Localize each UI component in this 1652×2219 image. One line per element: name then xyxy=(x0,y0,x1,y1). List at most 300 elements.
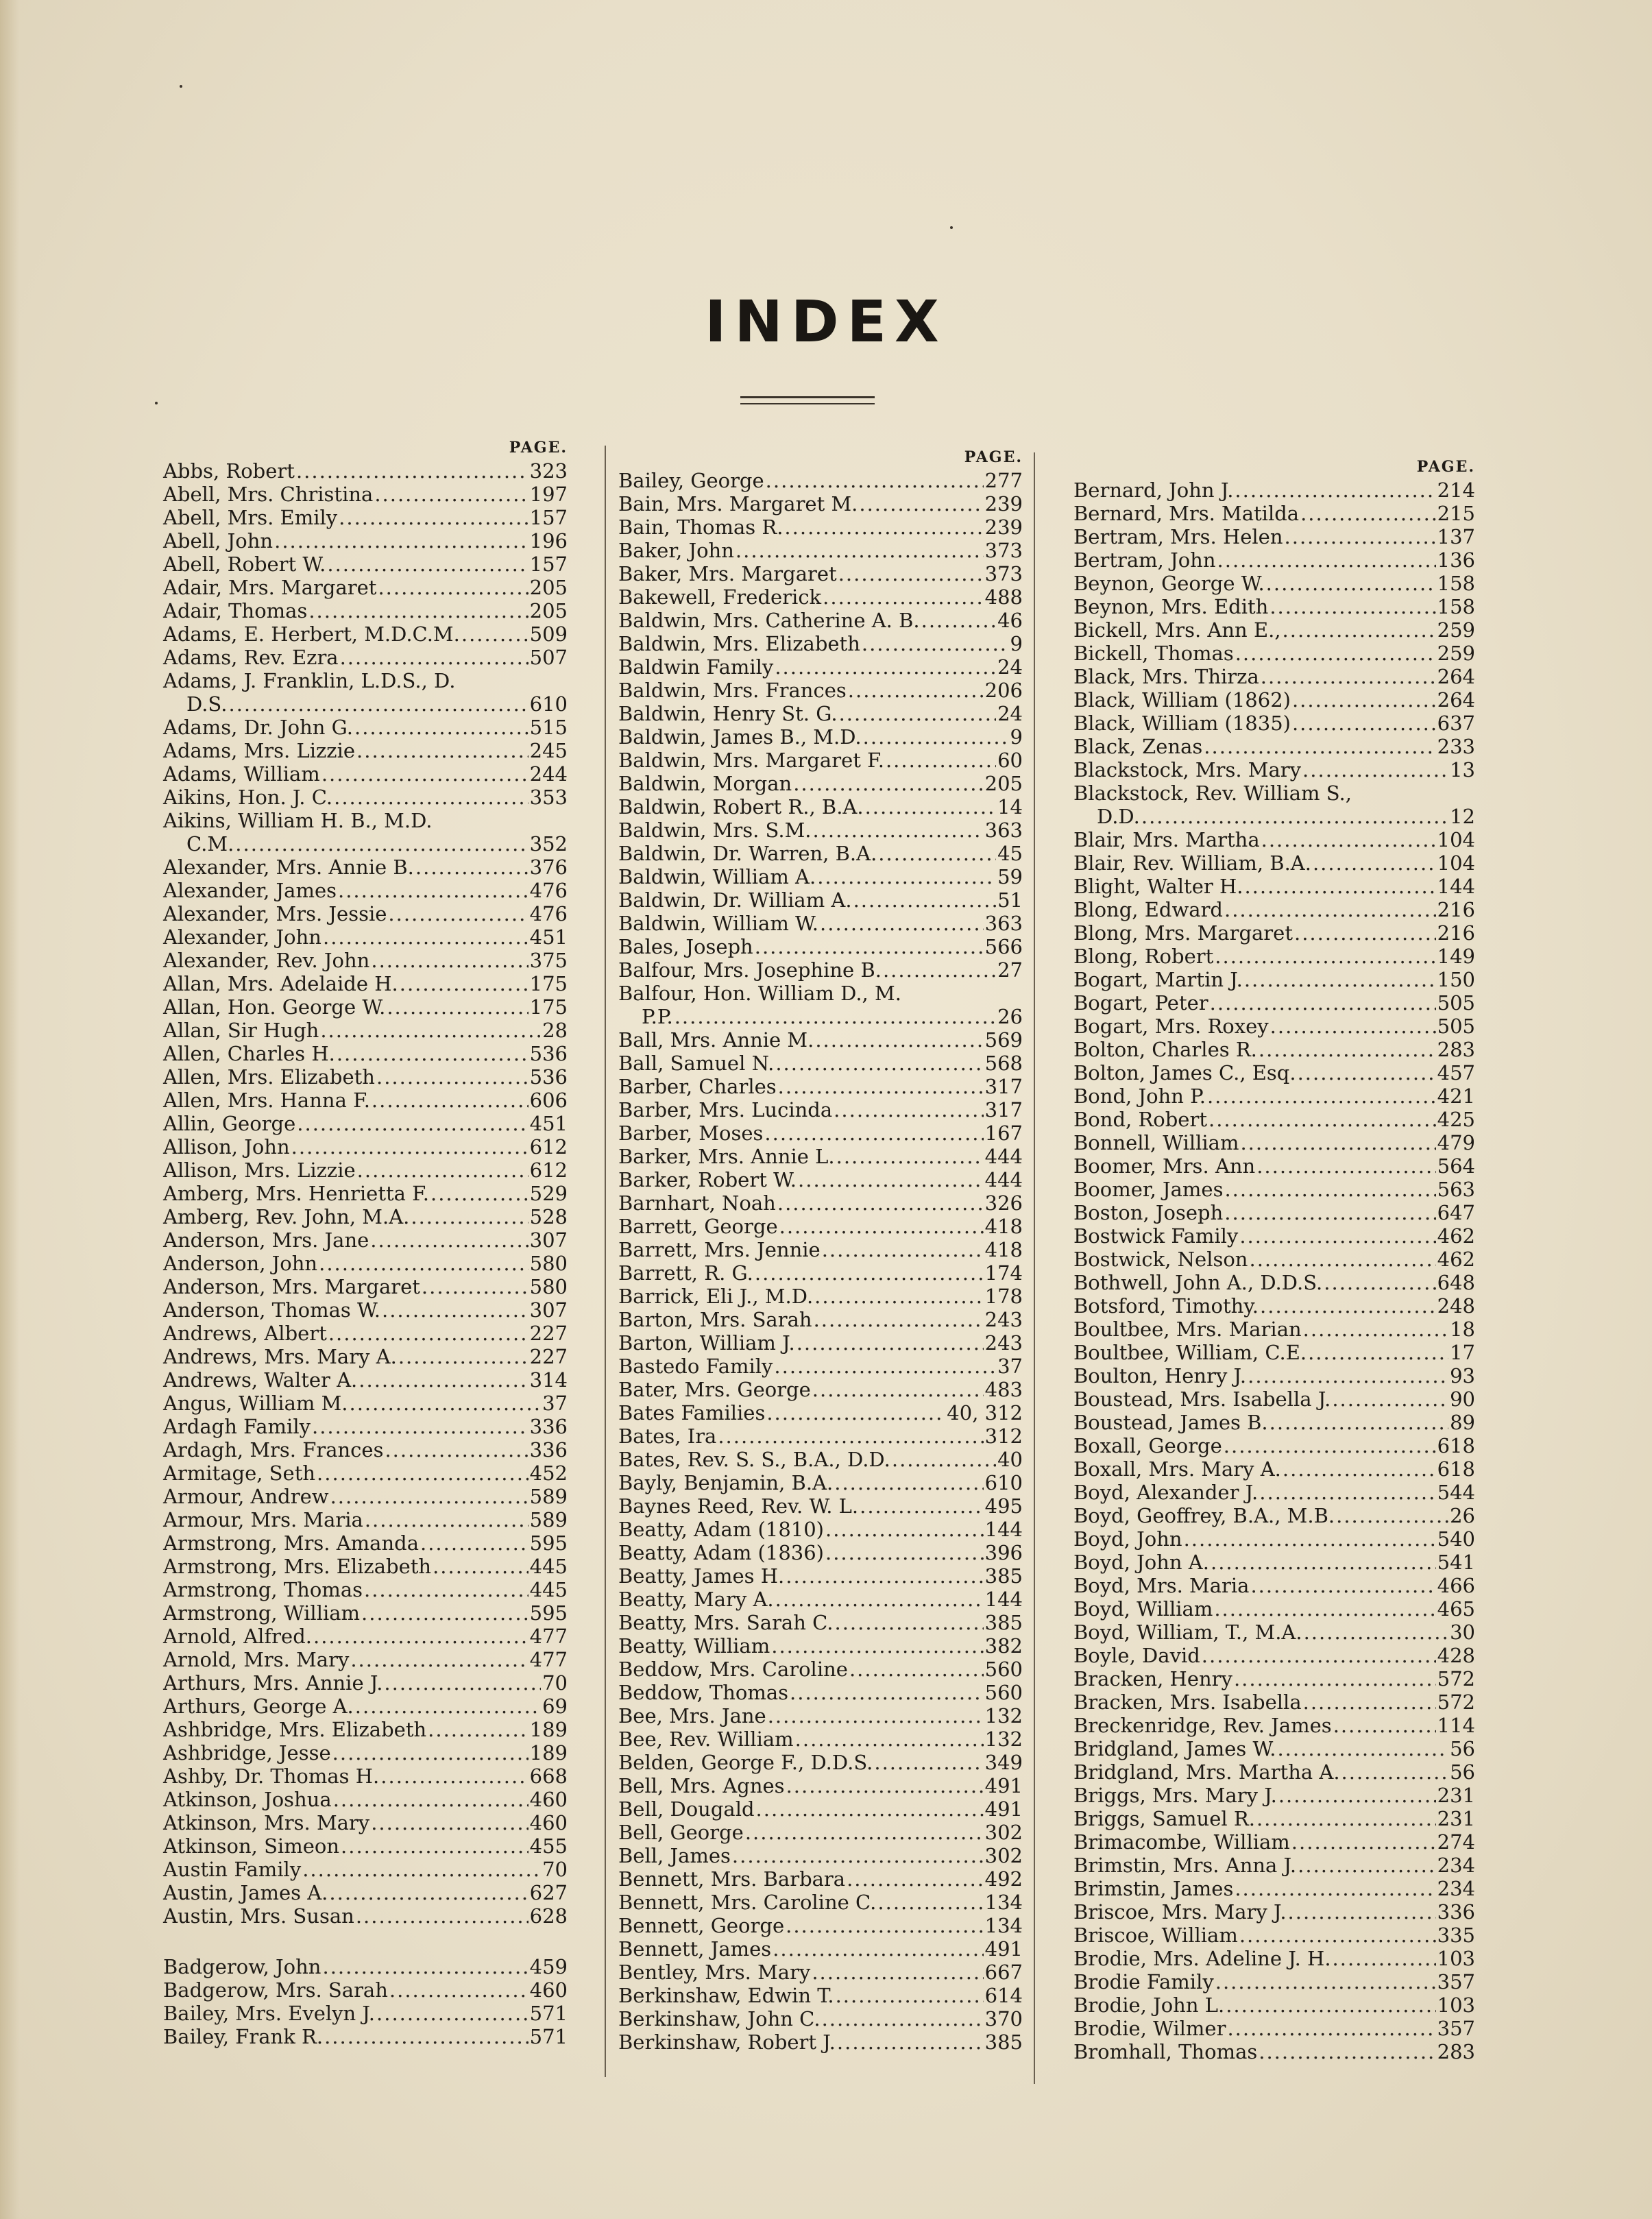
entry-name: Bogart, Peter xyxy=(1073,991,1208,1015)
index-entry xyxy=(1073,688,1475,712)
entry-page-number: 352 xyxy=(529,832,568,856)
entry-page-number: 134 xyxy=(984,1914,1023,1937)
entry-name: Barber, Moses xyxy=(618,1121,764,1145)
entry-page-number: 144 xyxy=(1437,875,1475,898)
index-entry xyxy=(618,1098,1023,1121)
dot-leader xyxy=(836,1984,984,2007)
entry-page-number: 243 xyxy=(984,1331,1023,1355)
entry-name: Beatty, Mary A. xyxy=(618,1588,774,1611)
index-entry xyxy=(163,1485,568,1508)
index-entry xyxy=(1073,735,1475,758)
entry-page-number: 302 xyxy=(984,1821,1023,1844)
entry-name: Bolton, Charles R. xyxy=(1073,1038,1257,1061)
index-entry xyxy=(1073,1481,1475,1504)
index-entry xyxy=(163,1601,568,1625)
entry-name: Boomer, James xyxy=(1073,1178,1224,1201)
index-entry xyxy=(618,1797,1023,1821)
entry-name: Blair, Rev. William, B.A. xyxy=(1073,851,1311,875)
dot-leader xyxy=(838,562,984,585)
dot-leader xyxy=(1313,851,1436,875)
dot-leader xyxy=(1292,712,1436,735)
dot-leader xyxy=(775,655,996,679)
index-entry xyxy=(163,1578,568,1601)
entry-page-number: 37 xyxy=(542,1392,568,1415)
entry-name: Bond, John P. xyxy=(1073,1084,1206,1108)
entry-name: Barrett, R. G. xyxy=(618,1261,753,1285)
dot-leader xyxy=(340,646,529,669)
dot-leader xyxy=(338,879,529,902)
index-entry xyxy=(618,1704,1023,1727)
dot-leader xyxy=(384,1671,541,1695)
entry-name: Boxall, Mrs. Mary A. xyxy=(1073,1457,1281,1481)
entry-page-number: 580 xyxy=(529,1275,568,1298)
entry-name: Blackstock, Rev. William S., xyxy=(1073,781,1352,805)
entry-page-number: 175 xyxy=(529,995,568,1019)
index-entry xyxy=(618,958,1023,982)
entry-name: Brodie, Mrs. Adeline J. H. xyxy=(1073,1947,1331,1970)
entry-page-number: 357 xyxy=(1437,2017,1475,2040)
entry-page-number: 479 xyxy=(1437,1131,1475,1154)
dot-leader xyxy=(1278,1784,1436,1807)
index-entry xyxy=(618,655,1023,679)
index-entry xyxy=(163,2002,568,2025)
index-entry xyxy=(618,1075,1023,1098)
entry-name: Bothwell, John A., D.D.S. xyxy=(1073,1271,1323,1294)
dot-leader xyxy=(773,1937,983,1961)
dot-leader xyxy=(1235,1877,1435,1900)
index-entry xyxy=(618,1215,1023,1238)
index-entry xyxy=(163,622,568,646)
index-entry xyxy=(1073,1574,1475,1597)
entry-name: Berkinshaw, Edwin T. xyxy=(618,1984,834,2007)
dot-leader xyxy=(1235,642,1436,665)
index-entry xyxy=(1073,898,1475,921)
dot-leader xyxy=(1333,1714,1436,1737)
entry-name: Botsford, Timothy. xyxy=(1073,1294,1259,1318)
entry-name: Alexander, Mrs. Annie B. xyxy=(163,856,414,879)
entry-page-number: 363 xyxy=(984,819,1023,842)
entry-name: Baldwin, William W. xyxy=(618,912,819,935)
entry-page-number: 571 xyxy=(529,2002,568,2025)
entry-name: Badgerow, John xyxy=(163,1955,321,1978)
dot-leader xyxy=(411,1205,528,1228)
entry-name: Brodie Family xyxy=(1073,1970,1214,1993)
entry-name: Andrews, Walter A. xyxy=(163,1368,358,1392)
entry-name: Alexander, Mrs. Jessie xyxy=(163,902,387,925)
dot-leader xyxy=(1248,1364,1448,1387)
index-entry xyxy=(618,1261,1023,1285)
index-entry xyxy=(618,1751,1023,1774)
index-entry xyxy=(1073,1084,1475,1108)
entry-page-number: 70 xyxy=(542,1858,568,1881)
entry-page-number: 606 xyxy=(529,1089,568,1112)
index-entry xyxy=(618,679,1023,702)
dot-leader xyxy=(1235,478,1435,502)
dot-leader xyxy=(814,1308,984,1331)
dot-leader xyxy=(327,553,528,576)
index-entry xyxy=(618,1028,1023,1052)
page-column-heading: PAGE. xyxy=(964,448,1023,466)
entry-page-number: 628 xyxy=(529,1904,568,1928)
dot-leader xyxy=(1234,1667,1436,1690)
entry-page-number: 572 xyxy=(1437,1690,1475,1714)
index-entry xyxy=(163,1718,568,1741)
entry-name: Boultbee, William, C.E. xyxy=(1073,1341,1307,1364)
entry-name: Austin, Mrs. Susan xyxy=(163,1904,354,1928)
dot-leader xyxy=(766,1401,945,1424)
dot-leader xyxy=(878,842,996,865)
index-entry xyxy=(163,529,568,553)
index-entry xyxy=(1073,1690,1475,1714)
dot-leader xyxy=(356,1904,529,1928)
dot-leader xyxy=(428,1718,528,1741)
index-entry xyxy=(163,1275,568,1298)
entry-page-number: 451 xyxy=(529,1112,568,1135)
dot-leader xyxy=(1285,525,1436,548)
index-entry xyxy=(618,1564,1023,1588)
entry-page-number: 158 xyxy=(1437,572,1475,595)
dot-leader xyxy=(883,958,996,982)
index-entry xyxy=(163,1228,568,1252)
entry-continuation-line xyxy=(618,1005,1023,1028)
entry-page-number: 618 xyxy=(1437,1457,1475,1481)
dot-leader xyxy=(865,795,997,819)
index-entry xyxy=(1073,642,1475,665)
dot-leader xyxy=(400,972,529,995)
entry-page-number: 248 xyxy=(1437,1294,1475,1318)
index-entry xyxy=(618,1168,1023,1191)
entry-page-number: 459 xyxy=(529,1955,568,1978)
index-entry xyxy=(163,786,568,809)
entry-name: Beatty, Adam (1836) xyxy=(618,1541,824,1564)
dot-leader xyxy=(675,1005,996,1028)
dot-leader xyxy=(371,949,528,972)
entry-page-number: 595 xyxy=(529,1601,568,1625)
dot-leader xyxy=(1250,1574,1435,1597)
entry-page-number: 59 xyxy=(997,865,1023,888)
entry-name: Black, Zenas xyxy=(1073,735,1203,758)
dot-leader xyxy=(361,1601,529,1625)
entry-page-number: 536 xyxy=(529,1065,568,1089)
index-entry xyxy=(1073,1154,1475,1178)
entry-name: Bates, Ira xyxy=(618,1424,717,1448)
index-entry xyxy=(618,1052,1023,1075)
index-entry xyxy=(163,879,568,902)
entry-name: Berkinshaw, John C. xyxy=(618,2007,821,2030)
dot-leader xyxy=(877,1891,983,1914)
index-entry xyxy=(1073,1784,1475,1807)
index-entry xyxy=(163,1112,568,1135)
index-entry xyxy=(163,646,568,669)
entry-name: Bell, George xyxy=(618,1821,744,1844)
index-entry xyxy=(163,1765,568,1788)
index-entry xyxy=(618,1891,1023,1914)
entry-name: Ashbridge, Mrs. Elizabeth xyxy=(163,1718,427,1741)
entry-name: Abell, John xyxy=(163,529,274,553)
index-entry xyxy=(163,1019,568,1042)
entry-name: Atkinson, Simeon xyxy=(163,1834,340,1858)
entry-page-number: 144 xyxy=(984,1518,1023,1541)
index-entry xyxy=(618,1844,1023,1867)
entry-name: Boxall, George xyxy=(1073,1434,1222,1457)
entry-page-number: 196 xyxy=(529,529,568,553)
entry-page-number: 24 xyxy=(997,702,1023,725)
dot-leader xyxy=(1244,968,1436,991)
entry-page-number: 612 xyxy=(529,1159,568,1182)
index-entry xyxy=(618,1331,1023,1355)
index-entry xyxy=(163,762,568,786)
dot-leader xyxy=(235,832,528,856)
entry-name: Balfour, Mrs. Josephine B. xyxy=(618,958,882,982)
entry-name: Black, Mrs. Thirza xyxy=(1073,665,1259,688)
entry-name: Bell, James xyxy=(618,1844,731,1867)
index-entry xyxy=(163,1625,568,1648)
dot-leader xyxy=(836,1145,984,1168)
dot-leader xyxy=(1270,595,1435,618)
index-entry xyxy=(618,1914,1023,1937)
entry-name: Beddow, Thomas xyxy=(618,1681,789,1704)
entry-page-number: 205 xyxy=(529,599,568,622)
dot-leader xyxy=(1336,1504,1448,1527)
entry-page-number: 259 xyxy=(1437,642,1475,665)
dot-leader xyxy=(1204,735,1435,758)
index-entry xyxy=(618,562,1023,585)
dot-leader xyxy=(328,1322,529,1345)
entry-name: Boomer, Mrs. Ann xyxy=(1073,1154,1256,1178)
index-entry xyxy=(1073,1527,1475,1551)
dot-leader xyxy=(1261,828,1436,851)
entry-page-number: 505 xyxy=(1437,991,1475,1015)
dot-leader xyxy=(1259,2040,1435,2063)
dot-leader xyxy=(350,1648,528,1671)
entry-name: Bostwick, Nelson xyxy=(1073,1248,1248,1271)
entry-name: Allison, Mrs. Lizzie xyxy=(163,1159,356,1182)
dot-leader xyxy=(1240,1131,1435,1154)
dot-leader xyxy=(1256,1154,1435,1178)
entry-name: Baldwin, William A. xyxy=(618,865,816,888)
dot-leader xyxy=(274,529,529,553)
dot-leader xyxy=(835,1611,984,1634)
entry-name: Bernard, Mrs. Matilda xyxy=(1073,502,1300,525)
dot-leader xyxy=(319,1252,529,1275)
index-entry xyxy=(1073,1644,1475,1667)
index-entry xyxy=(1073,1457,1475,1481)
index-entry xyxy=(163,1135,568,1159)
index-entry xyxy=(618,1285,1023,1308)
dot-leader xyxy=(795,1727,984,1751)
entry-name: Anderson, Thomas W. xyxy=(163,1298,380,1322)
dot-leader xyxy=(378,576,528,599)
index-entry xyxy=(163,1858,568,1881)
entry-name: Blong, Mrs. Margaret xyxy=(1073,921,1293,945)
entry-name: Adams, J. Franklin, L.D.S., D. xyxy=(163,669,456,692)
entry-name: Baldwin, Mrs. Margaret F. xyxy=(618,749,884,772)
entry-name-continuation: D.D. xyxy=(1097,805,1140,828)
index-entry xyxy=(1073,1411,1475,1434)
dot-leader xyxy=(420,1531,529,1555)
entry-page-number: 206 xyxy=(984,679,1023,702)
index-entry xyxy=(1073,1294,1475,1318)
index-entry xyxy=(163,1415,568,1438)
dot-leader xyxy=(297,1112,528,1135)
index-entry xyxy=(163,1881,568,1904)
index-entry xyxy=(1073,851,1475,875)
index-entry xyxy=(1073,1131,1475,1154)
entry-page-number: 566 xyxy=(984,935,1023,958)
dot-leader xyxy=(385,1438,528,1462)
entry-name: Bonnell, William xyxy=(1073,1131,1239,1154)
dot-leader xyxy=(1215,1970,1436,1993)
entry-page-number: 189 xyxy=(529,1741,568,1765)
dot-leader xyxy=(756,1797,984,1821)
index-entry xyxy=(163,1508,568,1531)
dot-leader xyxy=(1211,1551,1436,1574)
entry-name: Andrews, Albert xyxy=(163,1322,327,1345)
entry-page-number: 370 xyxy=(984,2007,1023,2030)
entry-page-number: 323 xyxy=(529,459,568,483)
index-entry xyxy=(618,1308,1023,1331)
entry-page-number: 175 xyxy=(529,972,568,995)
entry-page-number: 26 xyxy=(1450,1504,1475,1527)
entry-page-number: 274 xyxy=(1437,1830,1475,1854)
entry-name: Adams, Rev. Ezra xyxy=(163,646,339,669)
dot-leader xyxy=(356,739,529,762)
dot-leader xyxy=(863,725,1009,749)
entry-page-number: 627 xyxy=(529,1881,568,1904)
entry-name: Bennett, Mrs. Caroline C. xyxy=(618,1891,877,1914)
entry-name: Barnhart, Noah xyxy=(618,1191,776,1215)
entry-page-number: 158 xyxy=(1437,595,1475,618)
entry-name: Abell, Mrs. Christina xyxy=(163,483,374,506)
dot-leader xyxy=(1341,1760,1449,1784)
index-entry xyxy=(163,669,568,716)
index-entry xyxy=(618,795,1023,819)
entry-page-number: 227 xyxy=(529,1322,568,1345)
index-entry xyxy=(618,1424,1023,1448)
entry-name: Beatty, William xyxy=(618,1634,770,1658)
entry-name: Bailey, Mrs. Evelyn J. xyxy=(163,2002,376,2025)
entry-page-number: 572 xyxy=(1437,1667,1475,1690)
dot-leader xyxy=(790,1681,984,1704)
dot-leader xyxy=(1250,1248,1436,1271)
entry-page-number: 444 xyxy=(984,1168,1023,1191)
index-entry xyxy=(1073,1108,1475,1131)
entry-page-number: 114 xyxy=(1437,1714,1475,1737)
entry-page-number: 460 xyxy=(529,1978,568,2002)
dot-leader xyxy=(820,912,984,935)
entry-page-number: 89 xyxy=(1450,1411,1475,1434)
entry-name: Baldwin, James B., M.D. xyxy=(618,725,862,749)
entry-name: Blong, Robert xyxy=(1073,945,1214,968)
index-entry xyxy=(1073,921,1475,945)
index-entry xyxy=(1073,945,1475,968)
dot-leader xyxy=(768,1704,984,1727)
entry-name: Atkinson, Joshua xyxy=(163,1788,332,1811)
index-entry xyxy=(618,516,1023,539)
entry-continuation-line xyxy=(163,832,568,856)
entry-page-number: 668 xyxy=(529,1765,568,1788)
entry-name: Brodie, Wilmer xyxy=(1073,2017,1226,2040)
index-entry xyxy=(1073,1178,1475,1201)
dot-leader xyxy=(357,1159,529,1182)
dot-leader xyxy=(330,1485,529,1508)
index-entry xyxy=(1073,1854,1475,1877)
entry-page-number: 529 xyxy=(529,1182,568,1205)
index-entry xyxy=(163,1695,568,1718)
dot-leader xyxy=(764,1121,983,1145)
entry-page-number: 264 xyxy=(1437,688,1475,712)
entry-name: Austin Family xyxy=(163,1858,302,1881)
dot-leader xyxy=(374,483,528,506)
entry-page-number: 488 xyxy=(984,585,1023,609)
entry-page-number: 40, 312 xyxy=(947,1401,1023,1424)
entry-page-number: 45 xyxy=(997,842,1023,865)
dot-leader xyxy=(825,1541,984,1564)
entry-name: Armitage, Seth xyxy=(163,1462,316,1485)
index-column-2 xyxy=(618,446,1023,2054)
dot-leader xyxy=(1207,1084,1436,1108)
dot-leader xyxy=(1303,1690,1436,1714)
entry-page-number: 283 xyxy=(1437,2040,1475,2063)
entry-page-number: 197 xyxy=(529,483,568,506)
entry-name: Boultbee, Mrs. Marian xyxy=(1073,1318,1302,1341)
dot-leader xyxy=(1208,1108,1436,1131)
entry-page-number: 528 xyxy=(529,1205,568,1228)
entry-name: Baldwin, Mrs. Elizabeth xyxy=(618,632,860,655)
entry-name: Baldwin, Dr. Warren, B.A. xyxy=(618,842,877,865)
dot-leader xyxy=(736,539,984,562)
index-entry xyxy=(163,1252,568,1275)
entry-name: Beatty, James H. xyxy=(618,1564,785,1588)
index-entry xyxy=(163,949,568,972)
index-entry xyxy=(618,1984,1023,2007)
entry-name: Bolton, James C., Esq. xyxy=(1073,1061,1296,1084)
dot-leader xyxy=(308,599,528,622)
entry-name: Bertram, Mrs. Helen xyxy=(1073,525,1283,548)
entry-name: Bee, Rev. William xyxy=(618,1727,794,1751)
entry-page-number: 421 xyxy=(1437,1084,1475,1108)
dot-leader xyxy=(323,925,529,949)
dot-leader xyxy=(1244,875,1435,898)
entry-page-number: 477 xyxy=(529,1648,568,1671)
dot-leader xyxy=(422,1275,529,1298)
entry-page-number: 103 xyxy=(1437,1947,1475,1970)
index-entry xyxy=(1073,968,1475,991)
entry-name: Bond, Robert xyxy=(1073,1108,1207,1131)
entry-name: Bernard, John J. xyxy=(1073,478,1234,502)
dot-leader xyxy=(825,1518,984,1541)
index-entry xyxy=(618,1937,1023,1961)
dot-leader xyxy=(786,1564,983,1588)
dot-leader xyxy=(921,609,996,632)
index-entry xyxy=(163,1811,568,1834)
title-rule xyxy=(740,403,875,404)
entry-name: Anderson, Mrs. Margaret xyxy=(163,1275,420,1298)
index-entry xyxy=(163,1159,568,1182)
entry-name: Boustead, James B. xyxy=(1073,1411,1268,1434)
entry-page-number: 569 xyxy=(984,1028,1023,1052)
dot-leader xyxy=(815,1028,983,1052)
entry-list xyxy=(1073,478,1475,2063)
dot-leader xyxy=(892,1448,996,1471)
entry-page-number: 13 xyxy=(1450,758,1475,781)
index-entry xyxy=(163,739,568,762)
entry-name: Alexander, James xyxy=(163,879,337,902)
index-entry xyxy=(618,1448,1023,1471)
dot-leader xyxy=(376,1065,529,1089)
entry-page-number: 614 xyxy=(984,1984,1023,2007)
entry-page-number: 491 xyxy=(984,1774,1023,1797)
